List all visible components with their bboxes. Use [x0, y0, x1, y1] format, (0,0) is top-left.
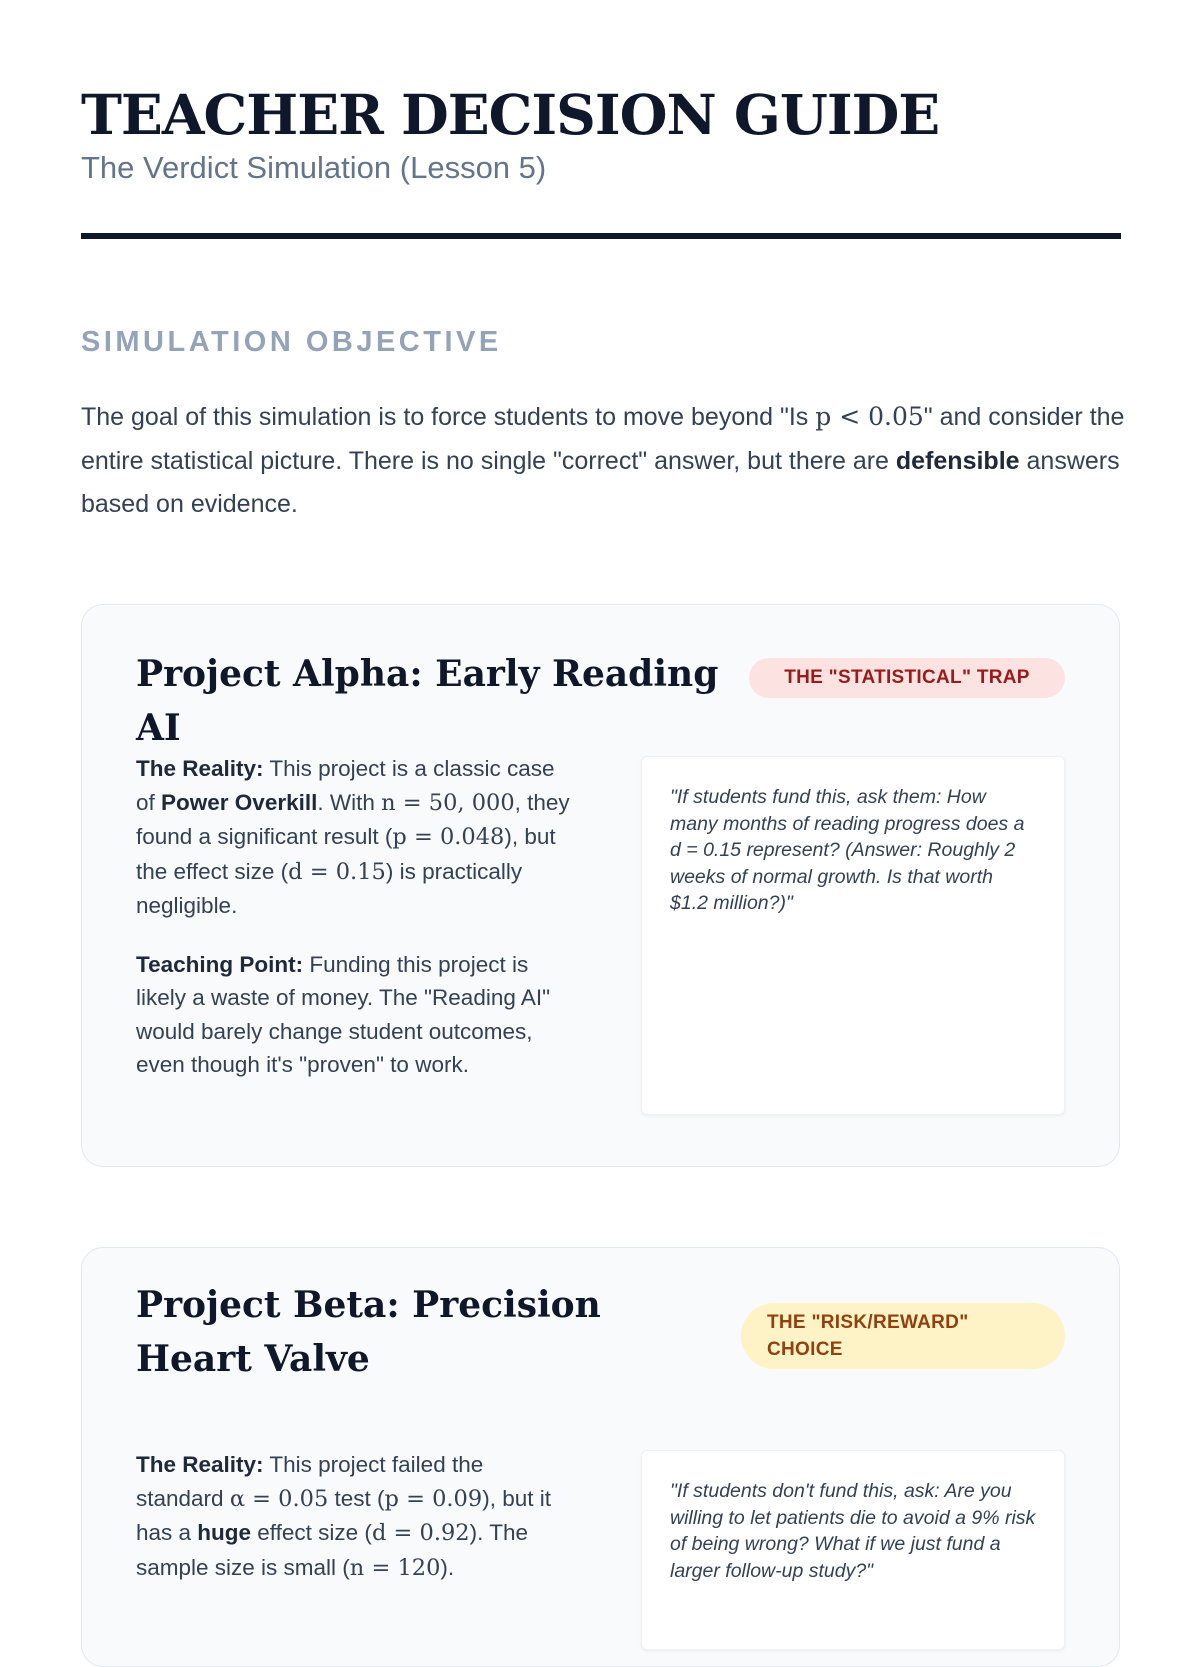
reality-bold-alpha: Power Overkill	[161, 789, 318, 815]
reality-text-6-beta: ).	[440, 1554, 455, 1580]
reality-math-p-beta: p = 0.09	[384, 1485, 483, 1512]
reality-bold-beta: huge	[197, 1520, 252, 1545]
reality-text-5-alpha: ) is practically negligible.	[136, 858, 523, 918]
reality-math-alpha-beta: α = 0.05	[229, 1485, 329, 1512]
reality-math-p-alpha: p = 0.048	[392, 824, 505, 850]
reality-text-4-alpha: ), but the effect size (	[136, 824, 556, 884]
reality-paragraph-beta	[136, 1448, 576, 1585]
reality-text-2-beta: test (	[328, 1485, 385, 1511]
project-title-alpha: Project Alpha: Early Reading AI	[136, 653, 719, 749]
reality-math-n-alpha: n = 50, 000	[381, 789, 515, 816]
project-badge-alpha: THE "STATISTICAL" TRAP	[749, 658, 1065, 698]
project-body-beta	[136, 1448, 576, 1610]
reality-label-alpha: The Reality:	[136, 756, 264, 781]
teaching-label-alpha: Teaching Point:	[136, 951, 304, 977]
project-body-alpha	[136, 752, 576, 1107]
header-divider	[81, 233, 1121, 239]
teaching-text-alpha: Funding this project is likely a waste of money. The "Reading AI" would barely change student outcomes, even though it's "proven" to work.	[136, 951, 551, 1077]
project-badge-beta: THE "RISK/REWARD" CHOICE	[741, 1303, 1065, 1369]
reality-math-d-alpha: d = 0.15	[288, 858, 386, 885]
project-title-beta: Project Beta: Precision Heart Valve	[136, 1284, 601, 1380]
objective-bold: defensible	[895, 446, 1020, 475]
reality-label-beta: The Reality:	[136, 1452, 264, 1477]
objective-text-2: " and consider the entire statistical picture. There is no single "correct" answer, but there are	[81, 403, 1125, 475]
page-title: TEACHER DECISION GUIDE	[81, 82, 940, 147]
objective-text-1: The goal of this simulation is to force students to move beyond "Is	[81, 403, 816, 431]
reality-text-3-alpha: , they found a significant result (	[136, 789, 570, 849]
objective-math-1: p < 0.05	[815, 402, 924, 431]
reality-text-2-alpha: . With	[317, 789, 382, 815]
reality-math-d-beta: d = 0.92	[371, 1520, 470, 1546]
reality-text-1-alpha: This project is a classic case of	[136, 756, 555, 815]
reality-math-n-beta: n = 120	[349, 1554, 441, 1581]
page-subtitle: The Verdict Simulation (Lesson 5)	[81, 150, 547, 185]
discussion-quote-alpha: "If students fund this, ask them: How many months of reading progress does a d = 0.15 represent? (Answer: Roughly 2 weeks of normal growth. Is that worth $1.2 million?)"	[641, 756, 1065, 1115]
objective-text-3: answers based on evidence.	[81, 446, 1120, 518]
reality-text-1-beta: This project failed the standard	[136, 1452, 484, 1511]
reality-paragraph-alpha	[136, 752, 576, 923]
section-label-objective: SIMULATION OBJECTIVE	[81, 326, 502, 358]
teaching-paragraph-alpha	[136, 948, 576, 1082]
project-card-alpha	[81, 604, 1120, 1167]
reality-text-4-beta: effect size (	[251, 1520, 372, 1545]
reality-text-3-beta: ), but it has a	[136, 1485, 551, 1545]
discussion-quote-beta: "If students don't fund this, ask: Are you willing to let patients die to avoid a 9% risk of being wrong? What if we just fund a larger follow-up study?"	[641, 1450, 1065, 1650]
reality-text-5-beta: ). The sample size is small (	[136, 1520, 528, 1580]
project-card-beta	[81, 1247, 1120, 1667]
objective-paragraph	[81, 395, 1126, 527]
